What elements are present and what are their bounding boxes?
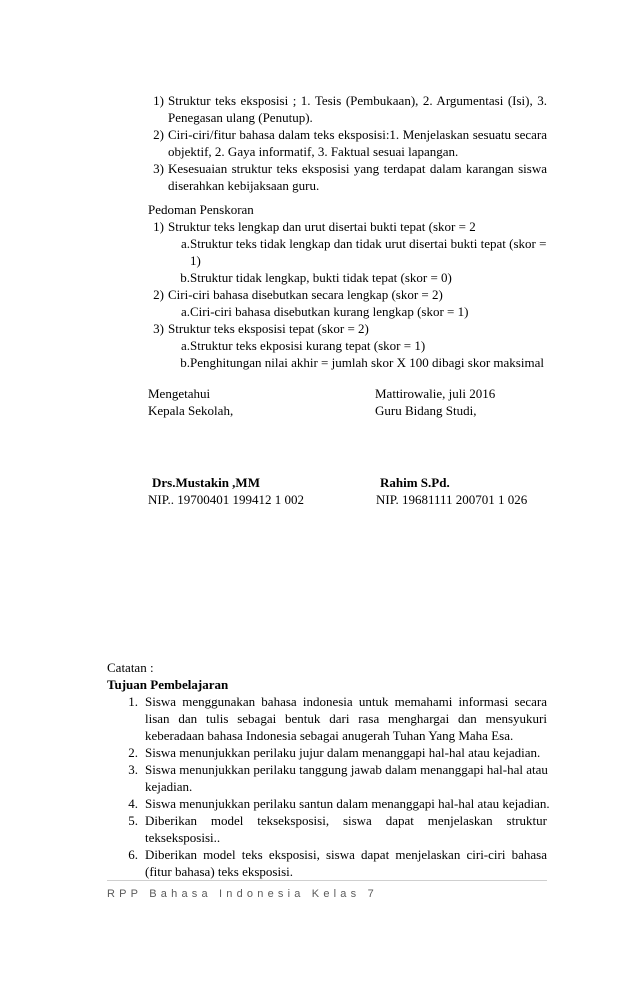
principal-nip: NIP.. 19700401 199412 1 002 bbox=[148, 492, 305, 507]
list-number: 6. bbox=[128, 847, 138, 862]
list-number: 1) bbox=[153, 93, 164, 108]
list-number: 3. bbox=[128, 762, 138, 777]
list-item-continuation: diserahkan kebijaksaan guru. bbox=[168, 178, 320, 193]
sub-list-item: Struktur teks tidak lengkap dan tidak urut disertai bukti tepat (skor = bbox=[190, 236, 547, 251]
list-item: Siswa menunjukkan perilaku tanggung jawab dalam menanggapi hal-hal atau bbox=[145, 762, 548, 777]
sub-list-letter: a. bbox=[180, 304, 190, 319]
list-number: 3) bbox=[153, 321, 164, 336]
list-item: Struktur teks lengkap dan urut disertai bukti tepat (skor = 2 bbox=[168, 219, 476, 234]
sub-list-item: Struktur tidak lengkap, bukti tidak tepat (skor = 0) bbox=[190, 270, 452, 285]
principal-name: Drs.Mustakin ,MM bbox=[152, 475, 260, 490]
sub-list-letter: b. bbox=[180, 355, 190, 370]
list-item: Struktur teks eksposisi ; 1. Tesis (Pembukaan), 2. Argumentasi (Isi), 3. bbox=[168, 93, 547, 108]
list-number: 2) bbox=[153, 127, 164, 142]
list-item: Siswa menunjukkan perilaku santun dalam menanggapi hal-hal atau kejadian. bbox=[145, 796, 550, 811]
sub-list-item: Ciri-ciri bahasa disebutkan kurang lengkap (skor = 1) bbox=[190, 304, 469, 319]
page-footer: RPP Bahasa Indonesia Kelas 7 bbox=[107, 888, 378, 900]
list-item: Struktur teks eksposisi tepat (skor = 2) bbox=[168, 321, 369, 336]
teacher-nip: NIP. 19681111 200701 1 026 bbox=[376, 492, 528, 507]
list-item-continuation: kejadian. bbox=[145, 779, 193, 794]
notes-label: Catatan : bbox=[107, 660, 154, 675]
list-item: Siswa menggunakan bahasa indonesia untuk memahami informasi secara bbox=[145, 694, 547, 709]
list-number: 1. bbox=[128, 694, 138, 709]
list-item: Siswa menunjukkan perilaku jujur dalam menanggapi hal-hal atau kejadian. bbox=[145, 745, 541, 760]
sub-list-item: Penghitungan nilai akhir = jumlah skor X 100 dibagi skor maksimal bbox=[190, 355, 544, 370]
footer-divider bbox=[107, 880, 547, 881]
list-item-continuation: keberadaan bahasa Indonesia sebagai anugerah Tuhan Yang Maha Esa. bbox=[145, 728, 514, 743]
list-item: Diberikan model teks eksposisi, siswa dapat menjelaskan ciri-ciri bahasa bbox=[145, 847, 547, 862]
list-item-continuation: tekseksposisi.. bbox=[145, 830, 221, 845]
sub-list-letter: b. bbox=[180, 270, 190, 285]
list-number: 2. bbox=[128, 745, 138, 760]
list-number: 3) bbox=[153, 161, 164, 176]
list-item: Ciri-ciri/fitur bahasa dalam teks eksposisi:1. Menjelaskan sesuatu secara bbox=[168, 127, 547, 142]
list-item-continuation: lisan dan tulis sebagai bentuk dari rasa menghargai dan mensyukuri bbox=[145, 711, 547, 726]
sub-list-item-continuation: 1) bbox=[190, 253, 201, 268]
sub-list-item: Struktur teks ekposisi kurang tepat (skor = 1) bbox=[190, 338, 426, 353]
list-number: 2) bbox=[153, 287, 164, 302]
sub-list-letter: a. bbox=[180, 338, 190, 353]
signature-left-label: Mengetahui bbox=[148, 386, 211, 401]
teacher-name: Rahim S.Pd. bbox=[380, 475, 450, 490]
sub-list-letter: a. bbox=[180, 236, 190, 251]
list-number: 4. bbox=[128, 796, 138, 811]
list-item-continuation: Penegasan ulang (Penutup). bbox=[168, 110, 313, 125]
signature-right-role: Guru Bidang Studi, bbox=[375, 403, 477, 418]
scoring-title: Pedoman Penskoran bbox=[148, 202, 254, 217]
list-number: 5. bbox=[128, 813, 138, 828]
notes-heading: Tujuan Pembelajaran bbox=[107, 677, 229, 692]
list-item-continuation: (fitur bahasa) teks eksposisi. bbox=[145, 864, 294, 879]
list-number: 1) bbox=[153, 219, 164, 234]
signature-left-role: Kepala Sekolah, bbox=[148, 403, 234, 418]
list-item: Diberikan model tekseksposisi, siswa dapat menjelaskan struktur bbox=[145, 813, 547, 828]
signature-right-place-date: Mattirowalie, juli 2016 bbox=[375, 386, 496, 401]
list-item-continuation: objektif, 2. Gaya informatif, 3. Faktual sesuai lapangan. bbox=[168, 144, 459, 159]
list-item: Kesesuaian struktur teks eksposisi yang terdapat dalam karangan siswa bbox=[168, 161, 547, 176]
list-item: Ciri-ciri bahasa disebutkan secara lengkap (skor = 2) bbox=[168, 287, 443, 302]
